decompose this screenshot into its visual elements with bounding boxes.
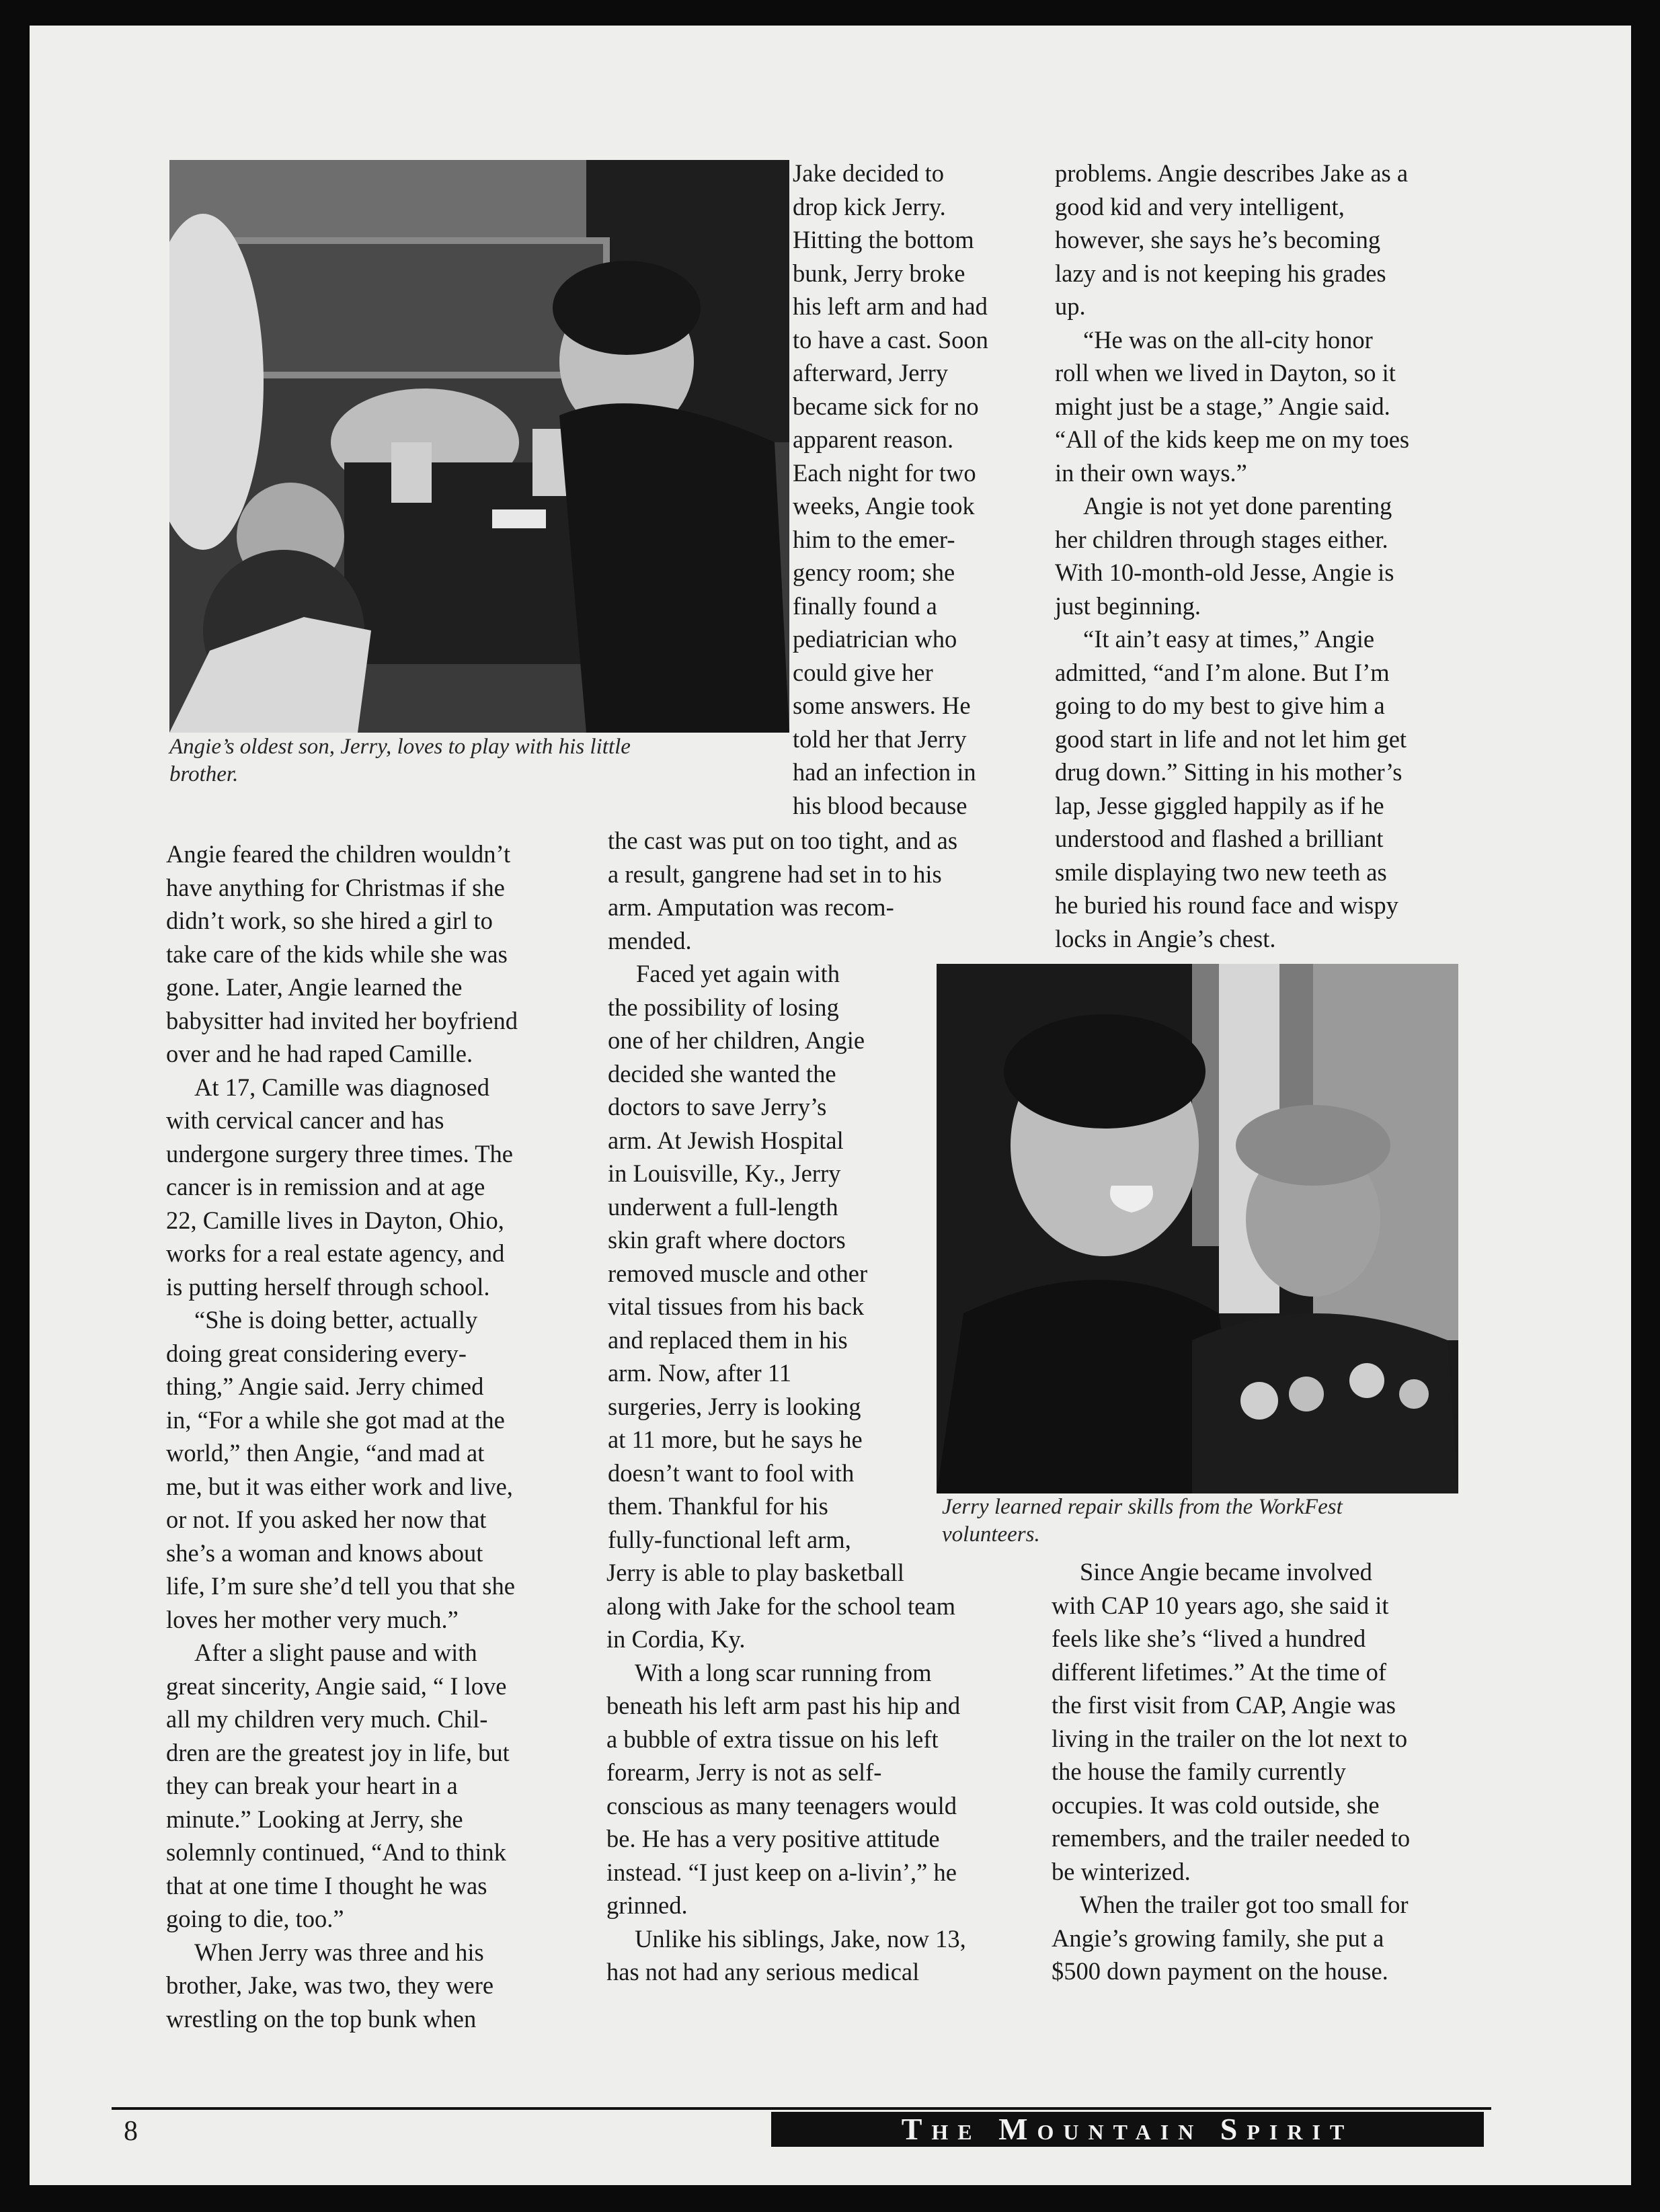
text-line: her children through stages either. (1055, 525, 1388, 553)
text-line: remembers, and the trailer needed to (1052, 1824, 1411, 1852)
text-line: Angie is not yet done parenting (1083, 492, 1392, 520)
caption-line: Jerry learned repair skills from the WorkFest (942, 1495, 1343, 1519)
text-line: Unlike his siblings, Jake, now 13, (635, 1924, 966, 1953)
text-line: drop kick Jerry. (793, 192, 946, 220)
photo-jerry-and-brother-image (169, 160, 789, 733)
text-line: works for a real estate agency, and (166, 1239, 505, 1267)
column-2-bottom (606, 1556, 966, 1989)
text-line: Angie feared the children wouldn’t (166, 840, 511, 868)
text-line: admitted, “and I’m alone. But I’m (1055, 658, 1390, 686)
column-3-top (1055, 157, 1409, 955)
text-line: Jake decided to (793, 159, 944, 187)
text-line: locks in Angie’s chest. (1055, 924, 1276, 952)
photo-jerry-workfest (937, 964, 1458, 1493)
text-line: conscious as many teenagers would (606, 1791, 957, 1819)
text-line: along with Jake for the school team (606, 1592, 955, 1620)
text-line: “All of the kids keep me on my toes (1055, 425, 1410, 453)
text-line: good kid and very intelligent, (1055, 192, 1345, 220)
text-line: smile displaying two new teeth as (1055, 858, 1387, 886)
text-line: removed muscle and other (608, 1259, 868, 1287)
text-line: feels like she’s “lived a hundred (1052, 1625, 1366, 1652)
page-number: 8 (124, 2116, 138, 2147)
text-line: in, “For a while she got mad at the (166, 1405, 505, 1434)
text-line: “She is doing better, actually (194, 1306, 478, 1334)
photo-jerry-workfest-caption (942, 1493, 1343, 1549)
text-line: vital tissues from his back (608, 1293, 865, 1320)
text-line: $500 down payment on the house. (1052, 1957, 1388, 1985)
text-line: his blood because (793, 791, 967, 819)
text-line: lazy and is not keeping his grades (1055, 259, 1386, 287)
text-line: doing great considering every- (166, 1339, 467, 1367)
text-line: with CAP 10 years ago, she said it (1052, 1591, 1389, 1619)
text-line: afterward, Jerry (793, 359, 949, 386)
text-line: gency room; she (793, 559, 955, 586)
text-line: me, but it was either work and live, (166, 1472, 513, 1500)
text-line: bunk, Jerry broke (793, 259, 965, 287)
text-line: underwent a full-length (608, 1192, 838, 1221)
text-line: occupies. It was cold outside, she (1052, 1791, 1380, 1819)
text-line: in Louisville, Ky., Jerry (608, 1159, 841, 1187)
text-line: be. He has a very positive attitude (606, 1825, 940, 1852)
text-line: With a long scar running from (635, 1658, 932, 1686)
text-line: told her that Jerry (793, 725, 967, 753)
text-line: problems. Angie describes Jake as a (1055, 159, 1409, 187)
text-line: up. (1055, 292, 1086, 320)
text-line: could give her (793, 658, 933, 686)
footer-rule (112, 2107, 1491, 2110)
text-line: some answers. He (793, 692, 971, 719)
text-line: the possibility of losing (608, 993, 839, 1021)
text-line: babysitter had invited her boyfriend (166, 1006, 518, 1034)
text-line: or not. If you asked her now that (166, 1506, 487, 1533)
text-line: dren are the greatest joy in life, but (166, 1738, 510, 1766)
text-line: that at one time I thought he was (166, 1871, 487, 1899)
text-line: one of her children, Angie (608, 1026, 865, 1054)
text-line: world,” then Angie, “and mad at (166, 1439, 485, 1467)
text-line: When the trailer got too small for (1080, 1891, 1409, 1918)
text-line: the cast was put on too tight, and as (608, 827, 958, 854)
text-line: roll when we lived in Dayton, so it (1055, 359, 1396, 386)
text-line: Jerry is able to play basketball (606, 1559, 904, 1586)
text-line: finally found a (793, 591, 937, 620)
text-line: pediatrician who (793, 625, 957, 653)
text-line: had an infection in (793, 758, 976, 786)
text-line: After a slight pause and with (194, 1639, 477, 1666)
text-line: decided she wanted the (608, 1059, 836, 1088)
text-line: good start in life and not let him get (1055, 725, 1407, 753)
text-line: take care of the kids while she was (166, 940, 508, 968)
text-line: all my children very much. Chil- (166, 1705, 488, 1733)
caption-line: brother. (169, 762, 239, 786)
text-line: arm. Amputation was recom- (608, 893, 894, 921)
text-line: just beginning. (1055, 591, 1201, 620)
text-line: instead. “I just keep on a-livin’,” he (606, 1858, 957, 1886)
text-line: Each night for two (793, 458, 976, 487)
text-line: different lifetimes.” At the time of (1052, 1657, 1387, 1686)
text-line: solemnly continued, “And to think (166, 1838, 506, 1866)
text-line: going to die, too.” (166, 1905, 344, 1932)
column-1 (166, 837, 518, 2035)
text-line: forearm, Jerry is not as self- (606, 1758, 882, 1786)
text-line: is putting herself through school. (166, 1272, 490, 1301)
text-line: might just be a stage,” Angie said. (1055, 392, 1390, 420)
text-line: be winterized. (1052, 1857, 1191, 1885)
text-line: the first visit from CAP, Angie was (1052, 1691, 1396, 1719)
column-2-narrow (608, 957, 867, 1556)
text-line: “It ain’t easy at times,” Angie (1083, 625, 1375, 653)
text-line: apparent reason. (793, 425, 954, 453)
text-line: didn’t work, so she hired a girl to (166, 907, 493, 934)
text-line: arm. At Jewish Hospital (608, 1126, 844, 1154)
text-line: 22, Camille lives in Dayton, Ohio, (166, 1206, 504, 1234)
column-2-top (793, 157, 988, 822)
caption-line: volunteers. (942, 1522, 1040, 1547)
text-line: “He was on the all-city honor (1083, 325, 1373, 354)
magazine-page (30, 26, 1631, 2185)
text-line: Faced yet again with (636, 960, 840, 987)
text-line: and replaced them in his (608, 1325, 848, 1354)
column-2-middle (608, 824, 957, 957)
text-line: they can break your heart in a (166, 1772, 458, 1799)
text-line: gone. Later, Angie learned the (166, 973, 463, 1001)
caption-line: Angie’s oldest son, Jerry, loves to play with his little (169, 735, 631, 759)
text-line: minute.” Looking at Jerry, she (166, 1805, 463, 1833)
text-line: thing,” Angie said. Jerry chimed (166, 1373, 484, 1400)
photo-jerry-workfest-image (937, 964, 1458, 1493)
text-line: great sincerity, Angie said, “ I love (166, 1672, 507, 1700)
text-line: lap, Jesse giggled happily as if he (1055, 791, 1384, 819)
text-line: brother, Jake, was two, they were (166, 1971, 494, 1999)
text-line: the house the family currently (1052, 1758, 1346, 1785)
text-line: life, I’m sure she’d tell you that she (166, 1572, 515, 1600)
text-line: became sick for no (793, 392, 979, 420)
text-line: he buried his round face and wispy (1055, 891, 1398, 919)
text-line: With 10-month-old Jesse, Angie is (1055, 559, 1394, 586)
photo-jerry-and-brother (169, 160, 789, 733)
text-line: surgeries, Jerry is looking (608, 1392, 861, 1420)
masthead: The Mountain Spirit (771, 2112, 1484, 2147)
text-line: At 17, Camille was diagnosed (194, 1073, 489, 1101)
text-line: undergone surgery three times. The (166, 1139, 513, 1168)
text-line: over and he had raped Camille. (166, 1040, 473, 1067)
text-line: arm. Now, after 11 (608, 1359, 791, 1387)
text-line: going to do my best to give him a (1055, 692, 1385, 719)
text-line: however, she says he’s becoming (1055, 226, 1381, 253)
text-line: with cervical cancer and has (166, 1106, 444, 1134)
text-line: When Jerry was three and his (194, 1938, 484, 1966)
text-line: Angie’s growing family, she put a (1052, 1924, 1384, 1952)
text-line: grinned. (606, 1891, 688, 1919)
text-line: loves her mother very much.” (166, 1605, 459, 1633)
photo-jerry-and-brother-caption (169, 733, 631, 788)
text-line: drug down.” Sitting in his mother’s (1055, 758, 1402, 786)
text-line: his left arm and had (793, 292, 988, 320)
text-line: doesn’t want to fool with (608, 1459, 855, 1487)
text-line: wrestling on the top bunk when (166, 2004, 477, 2033)
text-line: them. Thankful for his (608, 1492, 828, 1520)
text-line: cancer is in remission and at age (166, 1173, 485, 1200)
text-line: have anything for Christmas if she (166, 873, 505, 901)
text-line: in their own ways.” (1055, 458, 1247, 487)
text-line: Hitting the bottom (793, 226, 974, 253)
column-3-bottom (1052, 1555, 1410, 1988)
text-line: Since Angie became involved (1080, 1558, 1372, 1586)
text-line: mended. (608, 926, 692, 954)
text-line: a result, gangrene had set in to his (608, 860, 942, 888)
text-line: living in the trailer on the lot next to (1052, 1724, 1408, 1752)
text-line: him to the emer- (793, 525, 955, 553)
text-line: weeks, Angie took (793, 492, 975, 520)
text-line: at 11 more, but he says he (608, 1426, 863, 1453)
text-line: beneath his left arm past his hip and (606, 1692, 961, 1719)
text-line: understood and flashed a brilliant (1055, 825, 1384, 852)
text-line: a bubble of extra tissue on his left (606, 1725, 939, 1753)
text-line: to have a cast. Soon (793, 325, 988, 354)
text-line: doctors to save Jerry’s (608, 1093, 827, 1120)
text-line: she’s a woman and knows about (166, 1539, 483, 1567)
text-line: has not had any serious medical (606, 1958, 920, 1985)
text-line: fully-functional left arm, (608, 1525, 851, 1553)
text-line: in Cordia, Ky. (606, 1625, 746, 1653)
text-line: skin graft where doctors (608, 1226, 846, 1254)
